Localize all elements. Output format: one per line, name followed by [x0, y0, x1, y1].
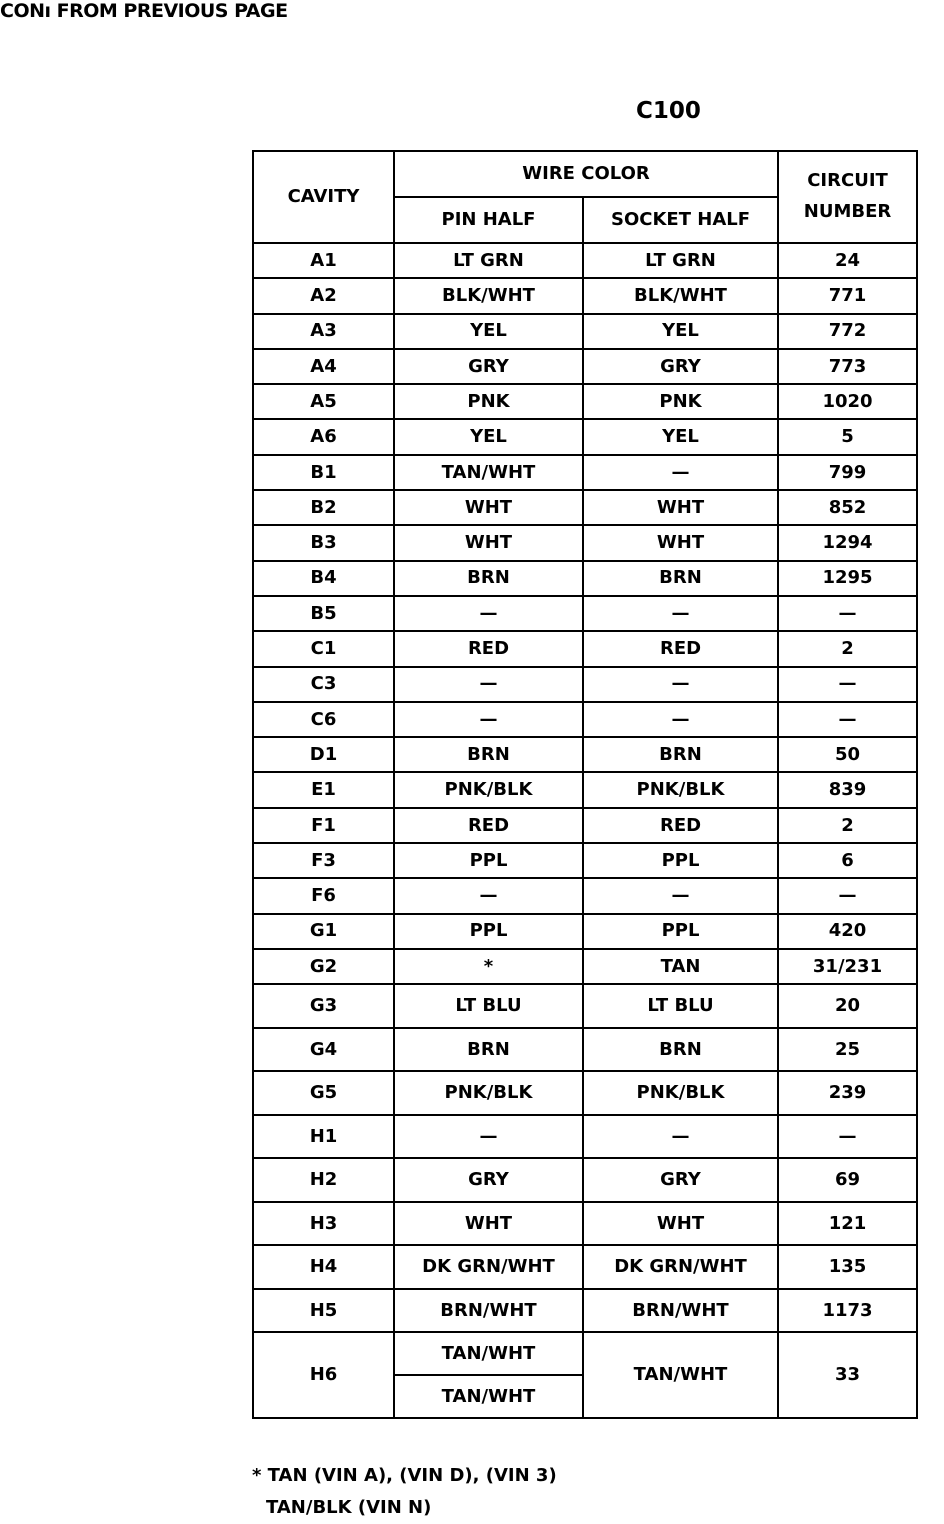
socket-half-cell: PNK [583, 384, 778, 419]
pin-half-cell: GRY [394, 349, 583, 384]
header-circuit-number-line1: CIRCUIT [807, 170, 888, 192]
header-pin-half: PIN HALF [394, 197, 583, 243]
connector-title: C100 [636, 98, 701, 124]
circuit-number-cell: 121 [778, 1202, 917, 1246]
cavity-cell: H3 [253, 1202, 394, 1246]
circuit-number-cell: 1295 [778, 561, 917, 596]
socket-half-cell: PPL [583, 914, 778, 949]
circuit-number-cell: 24 [778, 243, 917, 278]
table-row [253, 984, 917, 1028]
pin-half-cell: DK GRN/WHT [394, 1245, 583, 1289]
table-row [253, 349, 917, 384]
socket-half-cell: YEL [583, 419, 778, 454]
pin-half-cell: RED [394, 808, 583, 843]
socket-half-cell: BRN/WHT [583, 1289, 778, 1333]
socket-half-cell: BRN [583, 1028, 778, 1072]
cavity-cell: G3 [253, 984, 394, 1028]
header-wire-color: WIRE COLOR [394, 151, 778, 197]
table-row [253, 596, 917, 631]
socket-half-cell: BRN [583, 561, 778, 596]
socket-half-cell: LT GRN [583, 243, 778, 278]
cavity-cell: G2 [253, 949, 394, 984]
circuit-number-cell: 33 [778, 1332, 917, 1418]
cavity-cell: F6 [253, 878, 394, 913]
table-row [253, 843, 917, 878]
header-circuit-number [778, 151, 917, 243]
pin-half-cell: BRN/WHT [394, 1289, 583, 1333]
cavity-cell: G1 [253, 914, 394, 949]
circuit-number-cell: 20 [778, 984, 917, 1028]
socket-half-cell: — [583, 455, 778, 490]
header-cavity: CAVITY [253, 151, 394, 243]
socket-half-cell: GRY [583, 349, 778, 384]
circuit-number-cell: 2 [778, 808, 917, 843]
circuit-number-cell: 420 [778, 914, 917, 949]
socket-half-cell: RED [583, 631, 778, 666]
cavity-cell: H5 [253, 1289, 394, 1333]
pin-half-cell: — [394, 702, 583, 737]
table-row [253, 772, 917, 807]
socket-half-cell: — [583, 667, 778, 702]
pin-half-cell: * [394, 949, 583, 984]
pin-half-cell: PNK/BLK [394, 1071, 583, 1115]
table-row [253, 631, 917, 666]
table-row [253, 667, 917, 702]
table-row [253, 525, 917, 560]
circuit-number-cell: — [778, 702, 917, 737]
pin-half-cell: BLK/WHT [394, 278, 583, 313]
cavity-cell: A2 [253, 278, 394, 313]
cavity-cell: A3 [253, 314, 394, 349]
pin-half-cell: WHT [394, 525, 583, 560]
table-row [253, 949, 917, 984]
circuit-number-cell: — [778, 667, 917, 702]
pin-half-cell: — [394, 596, 583, 631]
pin-half-cell: — [394, 1115, 583, 1159]
pin-half-cell: WHT [394, 490, 583, 525]
pin-half-cell: LT BLU [394, 984, 583, 1028]
pin-half-cell: LT GRN [394, 243, 583, 278]
socket-half-cell: TAN [583, 949, 778, 984]
cavity-cell: C6 [253, 702, 394, 737]
circuit-number-cell: 5 [778, 419, 917, 454]
circuit-number-cell: 135 [778, 1245, 917, 1289]
circuit-number-cell: 6 [778, 843, 917, 878]
table-row [253, 1289, 917, 1333]
cavity-cell: H4 [253, 1245, 394, 1289]
cavity-cell: D1 [253, 737, 394, 772]
cavity-cell: C1 [253, 631, 394, 666]
cavity-cell: G4 [253, 1028, 394, 1072]
socket-half-cell: WHT [583, 525, 778, 560]
circuit-number-cell: 1020 [778, 384, 917, 419]
circuit-number-cell: 772 [778, 314, 917, 349]
cavity-cell: B1 [253, 455, 394, 490]
socket-half-cell: PNK/BLK [583, 772, 778, 807]
table-row [253, 384, 917, 419]
table-row [253, 1158, 917, 1202]
cavity-cell: B4 [253, 561, 394, 596]
circuit-number-cell: 31/231 [778, 949, 917, 984]
footnote [252, 1460, 557, 1524]
circuit-number-cell: 1173 [778, 1289, 917, 1333]
cavity-cell: A4 [253, 349, 394, 384]
table-row [253, 1071, 917, 1115]
circuit-number-cell: — [778, 1115, 917, 1159]
pin-half-cell: BRN [394, 561, 583, 596]
table-row [253, 455, 917, 490]
socket-half-cell: TAN/WHT [583, 1332, 778, 1418]
pin-half-cell: RED [394, 631, 583, 666]
pin-half-cell: GRY [394, 1158, 583, 1202]
pin-half-cell: PPL [394, 843, 583, 878]
circuit-number-cell: 69 [778, 1158, 917, 1202]
circuit-number-cell: 771 [778, 278, 917, 313]
socket-half-cell: LT BLU [583, 984, 778, 1028]
cavity-cell: F3 [253, 843, 394, 878]
circuit-number-cell: — [778, 596, 917, 631]
pin-half-cell: — [394, 878, 583, 913]
table-row [253, 1028, 917, 1072]
pin-half-cell: YEL [394, 314, 583, 349]
pin-half-cell: PNK/BLK [394, 772, 583, 807]
connector-cavity-table [252, 150, 918, 1419]
pin-half-cell: TAN/WHT [394, 1375, 583, 1418]
cavity-cell: H2 [253, 1158, 394, 1202]
table-row [253, 243, 917, 278]
socket-half-cell: — [583, 878, 778, 913]
socket-half-cell: — [583, 596, 778, 631]
cavity-cell: A6 [253, 419, 394, 454]
circuit-number-cell: — [778, 878, 917, 913]
table-row [253, 314, 917, 349]
cavity-cell: C3 [253, 667, 394, 702]
table-row [253, 419, 917, 454]
footnote-line-1: * TAN (VIN A), (VIN D), (VIN 3) [252, 1465, 557, 1486]
socket-half-cell: PNK/BLK [583, 1071, 778, 1115]
pin-half-cell: TAN/WHT [394, 455, 583, 490]
header-socket-half: SOCKET HALF [583, 197, 778, 243]
socket-half-cell: WHT [583, 490, 778, 525]
circuit-number-cell: 2 [778, 631, 917, 666]
cavity-cell: B2 [253, 490, 394, 525]
circuit-number-cell: 839 [778, 772, 917, 807]
pin-half-cell: BRN [394, 737, 583, 772]
table-row [253, 737, 917, 772]
table-row [253, 278, 917, 313]
socket-half-cell: GRY [583, 1158, 778, 1202]
cavity-cell: A5 [253, 384, 394, 419]
table-row [253, 914, 917, 949]
pin-half-cell: — [394, 667, 583, 702]
table-row [253, 1202, 917, 1246]
pin-half-cell: BRN [394, 1028, 583, 1072]
table-row [253, 1332, 917, 1375]
socket-half-cell: WHT [583, 1202, 778, 1246]
circuit-number-cell: 239 [778, 1071, 917, 1115]
circuit-number-cell: 25 [778, 1028, 917, 1072]
table-row [253, 561, 917, 596]
cavity-cell: H6 [253, 1332, 394, 1418]
pin-half-cell: YEL [394, 419, 583, 454]
cavity-cell: G5 [253, 1071, 394, 1115]
cavity-cell: E1 [253, 772, 394, 807]
cavity-cell: B5 [253, 596, 394, 631]
cavity-cell: A1 [253, 243, 394, 278]
pin-half-cell: PPL [394, 914, 583, 949]
pin-half-cell: PNK [394, 384, 583, 419]
circuit-number-cell: 852 [778, 490, 917, 525]
socket-half-cell: BLK/WHT [583, 278, 778, 313]
socket-half-cell: DK GRN/WHT [583, 1245, 778, 1289]
socket-half-cell: BRN [583, 737, 778, 772]
circuit-number-cell: 799 [778, 455, 917, 490]
header-circuit-number-line2: NUMBER [803, 201, 892, 222]
continued-from-previous-page-note: CONı FROM PREVIOUS PAGE [0, 0, 288, 22]
table-row [253, 878, 917, 913]
cavity-cell: H1 [253, 1115, 394, 1159]
cavity-cell: B3 [253, 525, 394, 560]
table-row [253, 702, 917, 737]
socket-half-cell: — [583, 702, 778, 737]
pin-half-cell: TAN/WHT [394, 1332, 583, 1375]
table-row [253, 808, 917, 843]
socket-half-cell: — [583, 1115, 778, 1159]
socket-half-cell: YEL [583, 314, 778, 349]
footnote-line-2: TAN/BLK (VIN N) [266, 1497, 432, 1518]
table-row [253, 1115, 917, 1159]
circuit-number-cell: 1294 [778, 525, 917, 560]
pin-half-cell: WHT [394, 1202, 583, 1246]
socket-half-cell: RED [583, 808, 778, 843]
circuit-number-cell: 773 [778, 349, 917, 384]
socket-half-cell: PPL [583, 843, 778, 878]
circuit-number-cell: 50 [778, 737, 917, 772]
table-row [253, 490, 917, 525]
cavity-cell: F1 [253, 808, 394, 843]
table-row [253, 1245, 917, 1289]
